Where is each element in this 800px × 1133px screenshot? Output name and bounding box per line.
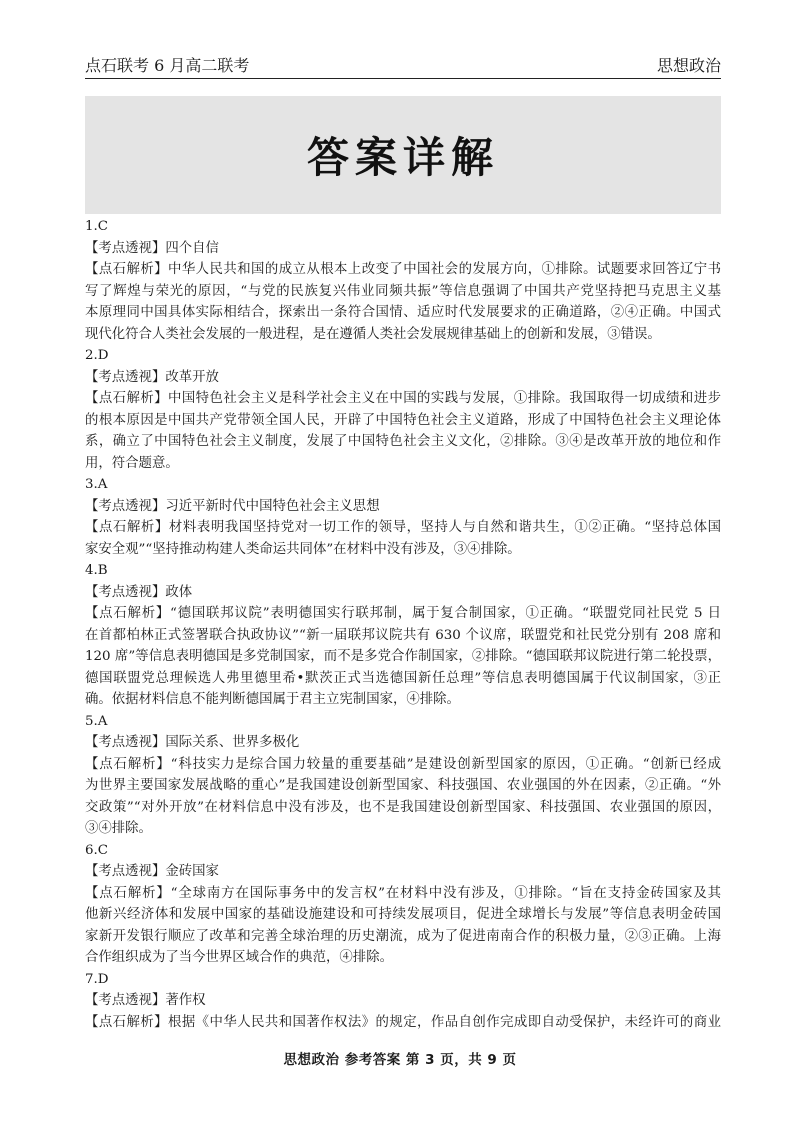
- text-line: 他新兴经济体和发展中国家的基础设施建设和可持续发展项目，促进全球增长与发展”等信息表明金砖国: [85, 907, 721, 922]
- title-banner: [85, 96, 721, 214]
- text-line: 【点石解析】“德国联邦议院”表明德国实行联邦制，属于复合制国家，①正确。“联盟党同社民党 5 日: [85, 606, 721, 621]
- text-line: 德国联盟党总理候选人弗里德里希•默茨正式当选德国新任总理”等信息表明德国属于代议制国家，③正: [85, 670, 721, 686]
- text-line: 1.C: [85, 219, 109, 234]
- header-subject: 思想政治: [656, 56, 721, 75]
- text-line: 3.A: [85, 477, 108, 492]
- text-line: 本原理同中国具体实际相结合，探索出一条符合国情、适应时代发展要求的正确道路，②④正确。中国式: [85, 305, 721, 320]
- text-line: 在首都柏林正式签署联合执政协议”“新一届联邦议院共有 630 个议席，联盟党和社民党分别有 208 席和: [85, 627, 721, 643]
- text-line: 的根本原因是中国共产党带领全国人民，开辟了中国特色社会主义道路，形成了中国特色社会主义理论体: [85, 412, 721, 428]
- text-line: 家新开发银行顺应了改革和完善全球治理的历史潮流，成为了促进南南合作的积极力量，②③正确。上海: [85, 928, 721, 944]
- text-line: 6.C: [85, 842, 109, 858]
- text-line: 7.D: [85, 971, 109, 987]
- text-line: 【考点透视】习近平新时代中国特色社会主义思想: [85, 498, 380, 514]
- text-line: 【点石解析】中华人民共和国的成立从根本上改变了中国社会的发展方向，①排除。试题要求回答辽宁书: [85, 262, 721, 277]
- text-line: 系，确立了中国特色社会主义制度，发展了中国特色社会主义文化，②排除。③④是改革开放的地位和作: [85, 434, 721, 449]
- page-header: [85, 54, 721, 79]
- text-line: 【考点透视】改革开放: [85, 369, 219, 385]
- text-line: 【考点透视】国际关系、世界多极化: [85, 735, 300, 750]
- header-exam-name: 点石联考 6 月高二联考: [85, 56, 250, 75]
- text-line: 【考点透视】四个自信: [85, 240, 219, 256]
- text-line: 120 席”等信息表明德国是多党制国家，而不是多党合作制国家，②排除。“德国联邦议院进行第二轮投票，: [85, 649, 721, 664]
- text-line: 家安全观”“坚持推动构建人类命运共同体”在材料中没有涉及，③④排除。: [85, 541, 521, 557]
- text-line: 【考点透视】金砖国家: [85, 864, 219, 879]
- text-line: 合作组织成为了当今世界区域合作的典范，④排除。: [85, 950, 393, 965]
- text-line: 确。依据材料信息不能判断德国属于君主立宪制国家，④排除。: [85, 692, 460, 707]
- text-line: 【点石解析】“全球南方在国际事务中的发言权”在材料中没有涉及，①排除。“旨在支持金砖国家及其: [85, 885, 721, 901]
- text-line: 4.B: [85, 563, 108, 578]
- text-line: 【点石解析】根据《中华人民共和国著作权法》的规定，作品自创作完成即自动受保护，未经许可的商业: [85, 1014, 721, 1030]
- text-line: 现代化符合人类社会发展的一般进程，是在遵循人类社会发展规律基础上的创新和发展，③错误。: [85, 326, 661, 342]
- text-line: 写了辉煌与荣光的原因，“与党的民族复兴伟业同频共振”等信息强调了中国共产党坚持把马克思主义基: [85, 283, 721, 299]
- text-line: 【点石解析】“科技实力是综合国力较量的重要基础”是建设创新型国家的原因，①正确。“创新已经成: [85, 756, 721, 772]
- text-line: 2.D: [85, 348, 109, 363]
- text-line: 5.A: [85, 713, 108, 729]
- text-line: 用，符合题意。: [85, 455, 179, 471]
- page-footer: 思想政治 参考答案 第 3 页，共 9 页: [283, 1052, 517, 1068]
- text-line: ③④排除。: [85, 821, 152, 836]
- text-line: 【考点透视】著作权: [85, 993, 206, 1008]
- text-line: 为世界主要国家发展战略的重心”是我国建设创新型国家、科技强国、农业强国的外在因素，②正确。“外: [85, 778, 721, 793]
- answer-content: [85, 216, 721, 1033]
- text-line: 交政策”“对外开放”在材料信息中没有涉及，也不是我国建设创新型国家、科技强国、农业强国的原因，: [85, 799, 721, 815]
- text-line: 【点石解析】材料表明我国坚持党对一切工作的领导，坚持人与自然和谐共生，①②正确。“坚持总体国: [85, 520, 721, 535]
- page-title: 答案详解: [306, 133, 499, 182]
- text-line: 【考点透视】政体: [85, 584, 193, 600]
- text-line: 【点石解析】中国特色社会主义是科学社会主义在中国的实践与发展，①排除。我国取得一切成绩和进步: [85, 391, 721, 406]
